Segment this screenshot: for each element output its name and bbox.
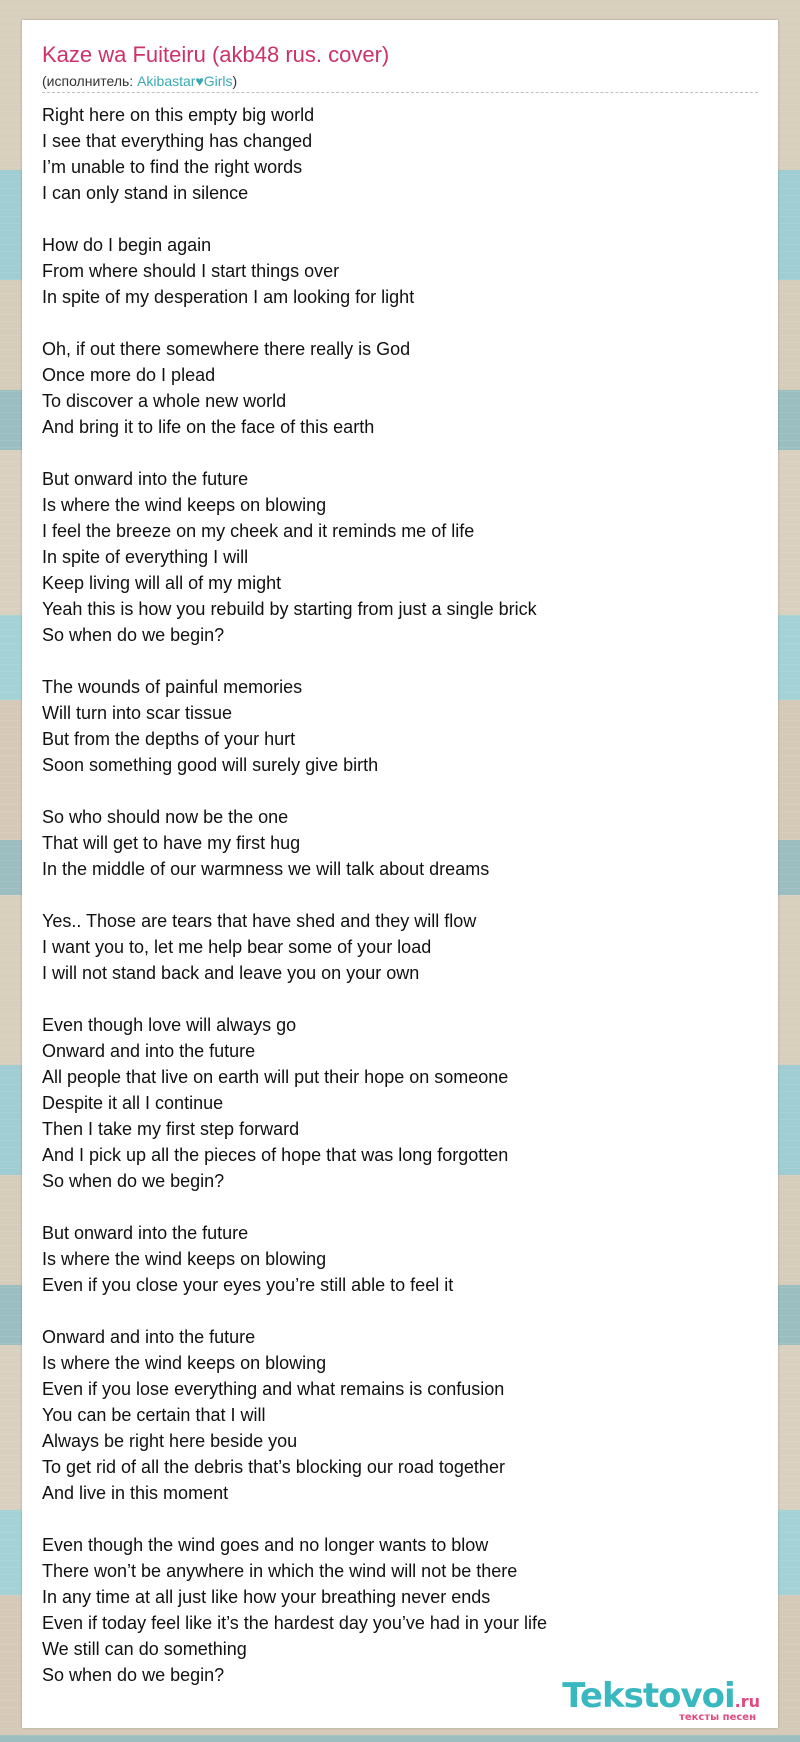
lyric-line: In any time at all just like how your breathing never ends [42, 1587, 491, 1607]
lyrics-card [22, 20, 778, 1728]
lyric-line: But onward into the future [42, 1223, 249, 1243]
lyric-line: Will turn into scar tissue [42, 703, 233, 723]
lyric-line: In spite of everything I will [42, 547, 249, 567]
page-title: Kaze wa Fuiteiru (akb48 rus. cover) [42, 42, 390, 67]
artist-suffix: ) [232, 73, 238, 89]
stanza-gap [42, 310, 762, 336]
lyric-line: I can only stand in silence [42, 183, 249, 203]
lyric-line: And bring it to life on the face of this earth [42, 417, 375, 437]
lyric-line: In spite of my desperation I am looking for light [42, 287, 415, 307]
stanza-gap [42, 1298, 762, 1324]
lyric-line: Is where the wind keeps on blowing [42, 1353, 327, 1373]
lyric-line: We still can do something [42, 1639, 247, 1659]
logo-tld: .ru [734, 1692, 760, 1711]
lyric-line: Even though the wind goes and no longer wants to blow [42, 1535, 489, 1555]
logo-tagline: тексты песен [679, 1712, 756, 1723]
lyric-line: That will get to have my first hug [42, 833, 301, 853]
lyric-line: Even though love will always go [42, 1015, 297, 1035]
lyric-line: Once more do I plead [42, 365, 216, 385]
lyric-line: And live in this moment [42, 1483, 229, 1503]
lyric-line: In the middle of our warmness we will talk about dreams [42, 859, 490, 879]
lyric-line: But from the depths of your hurt [42, 729, 296, 749]
lyric-line: Oh, if out there somewhere there really is God [42, 339, 411, 359]
lyric-line: I feel the breeze on my cheek and it reminds me of life [42, 521, 475, 541]
lyric-line: Always be right here beside you [42, 1431, 298, 1451]
lyric-line: I will not stand back and leave you on your own [42, 963, 420, 983]
lyric-line: Onward and into the future [42, 1327, 256, 1347]
lyric-line: The wounds of painful memories [42, 677, 303, 697]
lyric-line: So when do we begin? [42, 625, 225, 645]
lyric-line: I see that everything has changed [42, 131, 313, 151]
lyric-line: There won’t be anywhere in which the wind will not be there [42, 1561, 518, 1581]
artist-line [42, 72, 237, 90]
lyric-line: Despite it all I continue [42, 1093, 224, 1113]
lyric-line: Right here on this empty big world [42, 105, 315, 125]
logo-name: Tekstovoi [562, 1676, 735, 1716]
lyric-line: You can be certain that I will [42, 1405, 266, 1425]
lyric-line: I’m unable to find the right words [42, 157, 303, 177]
lyric-line: All people that live on earth will put their hope on someone [42, 1067, 509, 1087]
lyric-line: Is where the wind keeps on blowing [42, 1249, 327, 1269]
lyric-line: Keep living will all of my might [42, 573, 282, 593]
lyric-line: Then I take my first step forward [42, 1119, 300, 1139]
lyric-line: And I pick up all the pieces of hope that was long forgotten [42, 1145, 509, 1165]
lyric-line: So when do we begin? [42, 1171, 225, 1191]
artist-link[interactable]: Akibastar♥Girls [137, 73, 233, 89]
lyric-line: From where should I start things over [42, 261, 340, 281]
lyric-line: To get rid of all the debris that’s blocking our road together [42, 1457, 505, 1477]
lyric-line: Yes.. Those are tears that have shed and they will flow [42, 911, 477, 931]
lyric-line: Even if you close your eyes you’re still able to feel it [42, 1275, 454, 1295]
lyric-line: Onward and into the future [42, 1041, 256, 1061]
stanza-gap [42, 206, 762, 232]
lyric-line: But onward into the future [42, 469, 249, 489]
stanza-gap [42, 648, 762, 674]
stanza-gap [42, 1194, 762, 1220]
lyric-line: Yeah this is how you rebuild by starting from just a single brick [42, 599, 537, 619]
lyric-line: So when do we begin? [42, 1665, 225, 1685]
lyrics-body [42, 102, 762, 1688]
artist-prefix: (исполнитель: [42, 73, 138, 89]
lyric-line: Soon something good will surely give birth [42, 755, 379, 775]
lyric-line: I want you to, let me help bear some of your load [42, 937, 432, 957]
lyric-line: To discover a whole new world [42, 391, 287, 411]
stanza-gap [42, 778, 762, 804]
stanza-gap [42, 986, 762, 1012]
stanza-gap [42, 882, 762, 908]
stanza-gap [42, 1506, 762, 1532]
lyric-line: Is where the wind keeps on blowing [42, 495, 327, 515]
header-divider [42, 92, 758, 93]
lyric-line: Even if today feel like it’s the hardest day you’ve had in your life [42, 1613, 547, 1633]
lyric-line: So who should now be the one [42, 807, 289, 827]
stanza-gap [42, 440, 762, 466]
lyric-line: How do I begin again [42, 235, 212, 255]
site-logo[interactable] [562, 1676, 760, 1723]
lyric-line: Even if you lose everything and what remains is confusion [42, 1379, 505, 1399]
